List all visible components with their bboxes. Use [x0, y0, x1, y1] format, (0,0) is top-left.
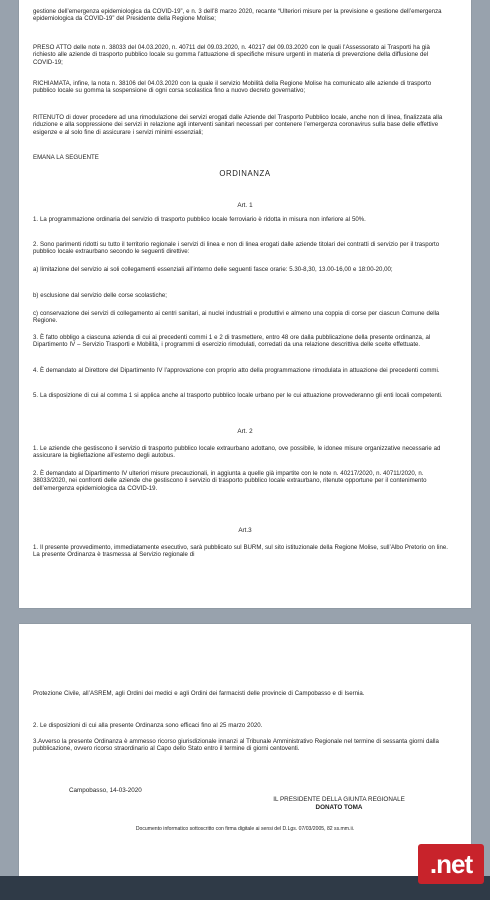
art1-item-b: b) esclusione dal servizio delle corse scolastiche; [33, 292, 167, 299]
bottom-band [0, 876, 490, 900]
document-title: ORDINANZA [219, 169, 271, 178]
signature-role: IL PRESIDENTE DELLA GIUNTA REGIONALE [273, 796, 405, 803]
signature-block [249, 796, 429, 811]
art1-paragraph-3: 3. È fatto obbligo a ciascuna azienda di cui ai precedenti commi 1 e 2 di trasmettere, entro 48 ore dalla pubblicazione della presente ordinanza, al Dipartimento IV – Servizio Trasporti e Mobilità, i programmi di esercizio rimodulati, corredati da una relazione descrittiva delle scelte effettuate. [33, 334, 431, 349]
art1-item-c: c) conservazione dei servizi di collegamento ai centri sanitari, ai nuclei industriali e produttivi e almeno una coppia di corse per ciascun Comune della Regione. [33, 310, 440, 325]
art1-paragraph-4: 4. È demandato al Direttore del Dipartimento IV l’approvazione con proprio atto della programmazione rimodulata in attuazione dei precedenti commi. [33, 367, 440, 374]
document-page-1 [19, 0, 471, 608]
emana-line: EMANA LA SEGUENTE [33, 154, 99, 161]
signature-name: DONATO TOMA [315, 803, 363, 811]
document-page-2 [19, 624, 471, 876]
paragraph-preso-atto: PRESO ATTO delle note n. 38033 del 04.03.2020, n. 40711 del 09.03.2020, n. 40217 del 09.03.2020 con le quali l’Assessorato ai Trasporti ha già richiesto alle aziende di trasporto pubblico locale su gomma l’attuazione di specifiche misure urgenti in materia di prevenzione della diffusione del COVID-19; [33, 44, 430, 66]
art1-paragraph-5: 5. La disposizione di cui al comma 1 si applica anche al trasporto pubblico locale urbano per le cui attuazione provvederanno gli enti locali competenti. [33, 392, 443, 399]
art2-paragraph-2: 2. È demandato al Dipartimento IV ulteriori misure precauzionali, in aggiunta a quelle già impartite con le note n. 40217/2020, n. 40711/2020, n. 38033/2020, nei confronti delle aziende che gestiscono il servizio di trasporto pubblico locale extraurbano, ritenute opportune per il contenimento dell’emergenza epidemiologica da COVID-19. [33, 470, 427, 492]
paragraph-efficacy: 2. Le disposizioni di cui alla presente Ordinanza sono efficaci fino al 25 marzo 2020. [33, 722, 263, 729]
paragraph-appeal: 3.Avverso la presente Ordinanza è ammesso ricorso giurisdizionale innanzi al Tribunale Amministrativo Regionale nel termine di sessanta giorni dalla pubblicazione, ovvero ricorso straordinario al Capo dello Stato entro il termine di giorni centoventi. [33, 738, 439, 753]
art2-paragraph-1: 1. Le aziende che gestiscono il servizio di trasporto pubblico locale extraurbano adottano, ove possibile, le idonee misure organizzative necessarie ad assicurare la bigliettazione all’esterno degli autobus. [33, 445, 441, 460]
paragraph-ritenuto: RITENUTO di dover procedere ad una rimodulazione dei servizi erogati dalle Aziende del Trasporto Pubblico locale, anche non di linea, finalizzata alla riduzione e alla soppressione dei servizi in relazione agli interventi sanitari necessari per contenere l’emergenza coronavirus sulla base delle effettive esigenze e al solo fine di assicurare i servizi minimi essenziali; [33, 114, 443, 136]
art1-paragraph-1: 1. La programmazione ordinaria del servizio di trasporto pubblico locale ferroviario è ridotta in misura non inferiore al 50%. [33, 216, 366, 223]
art3-paragraph-1: 1. Il presente provvedimento, immediatamente esecutivo, sarà pubblicato sul BURM, sul sito istituzionale della Regione Molise, sull’Albo Pretorio on line. La presente Ordinanza è trasmessa al Servizio regionale di [33, 544, 448, 559]
paragraph-intro-1: gestione dell’emergenza epidemiologica da COVID-19”, e n. 3 dell’8 marzo 2020, recante “Ulteriori misure per la previsione e gestione dell’emergenza epidemiologica da COVID-19” del Presidente della Regione Molise; [33, 8, 442, 23]
article-3-heading: Art.3 [238, 527, 252, 534]
article-2-heading: Art. 2 [237, 428, 253, 435]
art1-paragraph-2: 2. Sono parimenti ridotti su tutto il territorio regionale i servizi di linea e non di linea erogati dalle aziende titolari dei contratti di servizio per il trasporto pubblico locale extraurbano secondo le seguenti direttive: [33, 241, 440, 256]
watermark-logo: .net [418, 844, 484, 884]
digital-signature-note: Documento informatico sottoscritto con firma digitale ai sensi del D.Lgs. 07/03/2005, 82 ss.mm.ii. [135, 826, 355, 832]
place-date: Campobasso, 14-03-2020 [69, 787, 142, 794]
article-1-heading: Art. 1 [237, 202, 253, 209]
continued-paragraph: Protezione Civile, all’ASREM, agli Ordini dei medici e agli Ordini dei farmacisti delle provincie di Campobasso e di Isernia. [33, 690, 365, 697]
art1-item-a: a) limitazione del servizio ai soli collegamenti essenziali all’interno delle seguenti fasce orarie: 5.30-8,30, 13.00-16,00 e 18:00-20,00; [33, 266, 393, 273]
paragraph-richiamata: RICHIAMATA, infine, la nota n. 38106 del 04.03.2020 con la quale il servizio Mobilità della Regione Molise ha comunicato alle aziende di trasporto pubblico locale su gomma la sospensione di ogni corsa scolastica fino a nuovo decreto governativo; [33, 80, 432, 95]
